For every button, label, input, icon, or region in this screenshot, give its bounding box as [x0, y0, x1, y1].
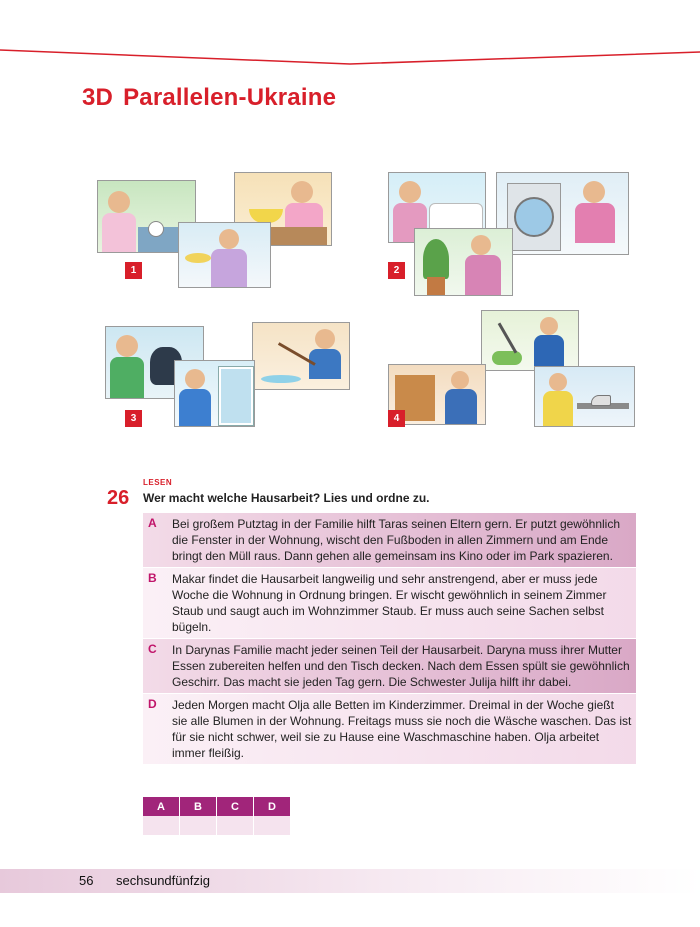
answer-header-a: A — [143, 797, 180, 816]
page-number: 56 — [79, 873, 94, 888]
text-letter: C — [148, 642, 157, 656]
text-letter: D — [148, 697, 157, 711]
text-letter: A — [148, 516, 157, 530]
header-decor-line — [0, 0, 700, 70]
picture-badge-4: 4 — [388, 410, 405, 427]
text-row-a — [143, 513, 636, 567]
answer-header-b: B — [180, 797, 217, 816]
text-letter: B — [148, 571, 157, 585]
illustration-vacuuming — [481, 310, 579, 371]
text-body: In Darynas Familie macht jeder seinen Teil der Hausarbeit. Daryna muss ihrer Mutter Essen zubereiten helfen und den Tisch decken. Nach dem Essen spült sie gewöhnlich Geschirr. Das macht sie jeden Tag gern. Die Schwester Julija hilft ihr dabei. — [172, 643, 630, 689]
answer-header-c: C — [217, 797, 254, 816]
text-row-b — [143, 567, 636, 638]
illustration-ironing — [534, 366, 635, 427]
exercise-instruction: Wer macht welche Hausarbeit? Lies und ordne zu. — [143, 491, 430, 505]
text-row-d — [143, 693, 636, 764]
page-title — [82, 84, 336, 112]
text-row-c — [143, 638, 636, 693]
picture-badge-3: 3 — [125, 410, 142, 427]
section-title: Parallelen-Ukraine — [123, 84, 337, 111]
reading-texts-table — [143, 513, 636, 764]
skill-label: LESEN — [143, 478, 173, 487]
answer-cell-c[interactable] — [217, 816, 254, 835]
picture-badge-2: 2 — [388, 262, 405, 279]
section-number: 3D — [82, 84, 114, 111]
text-body: Bei großem Putztag in der Familie hilft Taras seinen Eltern gern. Er putzt gewöhnlich die Fenster in der Wohnung, wischt den Fußboden in allen Zimmern und am Ende bringt den Müll raus. Dann gehen alle gemeinsam ins Kino oder im Park spazieren. — [172, 517, 620, 563]
footer-band — [0, 869, 700, 893]
text-body: Jeden Morgen macht Olja alle Betten im Kinderzimmer. Dreimal in der Woche gießt sie alle Blumen in der Wohnung. Freitags muss sie noch die Wäsche waschen. Das ist für sie nicht schwer, weil sie zu Hause eine Waschmaschine haben. Olja arbeitet immer fleißig. — [172, 698, 632, 760]
exercise-number: 26 — [107, 487, 130, 509]
illustration-watering-plants — [414, 228, 513, 296]
illustration-washing-machine — [496, 172, 629, 255]
page-number-word: sechsundfünfzig — [116, 873, 210, 888]
text-body: Makar findet die Hausarbeit langweilig und sehr anstrengend, aber er muss jede Woche die Wohnung in Ordnung bringen. Er wischt gewöhnlich in seinem Zimmer Staub und saugt auch im Wohnzimmer Staub. Er muss auch seine Sachen selbst bügeln. — [172, 572, 607, 634]
picture-badge-1: 1 — [125, 262, 142, 279]
illustration-setting-table — [178, 222, 271, 288]
answer-cell-d[interactable] — [254, 816, 291, 835]
answer-cell-a[interactable] — [143, 816, 180, 835]
answer-grid — [143, 797, 291, 835]
answer-header-d: D — [254, 797, 291, 816]
answer-cell-b[interactable] — [180, 816, 217, 835]
illustration-mopping-floor — [252, 322, 350, 390]
illustration-cleaning-windows — [174, 360, 255, 427]
